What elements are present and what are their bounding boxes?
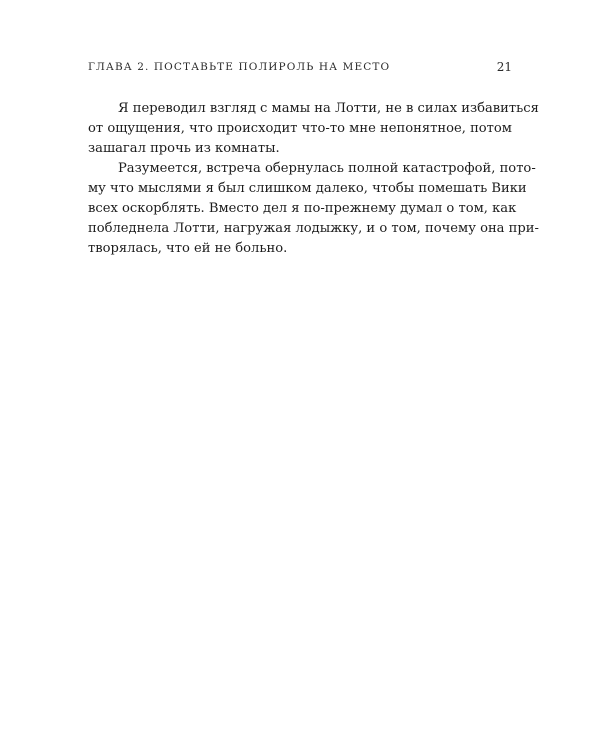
paragraph-2	[88, 159, 539, 259]
text-line: побледнела Лотти, нагружая лодыжку, и о том, почему она при-	[88, 221, 539, 236]
text-line: от ощущения, что происходит что-то мне непонятное, потом	[88, 121, 512, 136]
page-number: 21	[496, 60, 512, 74]
text-line: зашагал прочь из комнаты.	[88, 141, 280, 156]
text-line: всех оскорблять. Вместо дел я по-прежнему думал о том, как	[88, 201, 517, 216]
running-head	[88, 59, 512, 75]
text-line: му что мыслями я был слишком далеко, чтобы помешать Вики	[88, 181, 527, 196]
chapter-title: ГЛАВА 2. ПОСТАВЬТЕ ПОЛИРОЛЬ НА МЕСТО	[88, 61, 391, 73]
text-line: творялась, что ей не больно.	[88, 241, 288, 256]
body-text	[88, 99, 539, 259]
text-line: Я переводил взгляд с мамы на Лотти, не в силах избавиться	[118, 101, 539, 116]
text-line: Разумеется, встреча обернулась полной катастрофой, пото-	[118, 161, 536, 176]
paragraph-1	[88, 99, 539, 159]
